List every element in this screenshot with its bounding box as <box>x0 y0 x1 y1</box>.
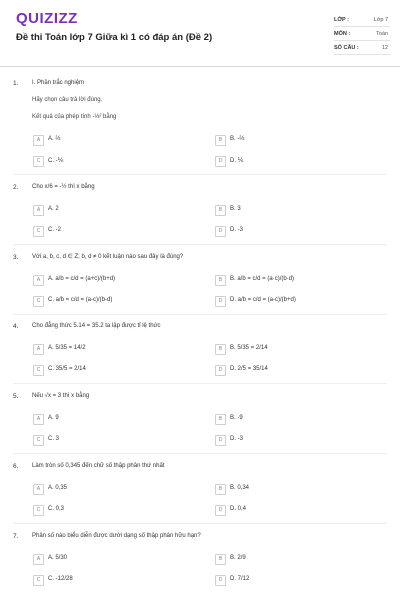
option-d[interactable] <box>215 226 375 238</box>
option-letter: C <box>33 156 44 167</box>
divider <box>13 523 387 524</box>
option-c[interactable] <box>33 296 193 308</box>
option-letter: B <box>215 554 226 565</box>
question-stem: Cho x/6 = -½ thì x bằng <box>32 184 95 190</box>
option-d[interactable] <box>215 156 375 168</box>
option-letter: A <box>33 344 44 355</box>
question-prompt: Kết quả của phép tính -⅓² bằng <box>32 114 117 120</box>
worksheet-header <box>0 0 400 67</box>
option-d[interactable] <box>215 575 375 587</box>
question-number: 6. <box>13 463 19 470</box>
meta-value: Lớp 7 <box>373 17 388 23</box>
quizizz-logo: QUIZIZZ <box>16 10 78 27</box>
option-c[interactable] <box>33 435 193 447</box>
option-b[interactable] <box>215 484 375 496</box>
option-text: A. ⅔ <box>48 136 61 142</box>
option-d[interactable] <box>215 435 375 447</box>
divider <box>13 314 387 315</box>
divider <box>13 174 387 175</box>
option-letter: A <box>33 414 44 425</box>
option-text: B. a/b = c/d = (a·c)/(b·d) <box>230 276 295 282</box>
divider <box>13 244 387 245</box>
option-letter: A <box>33 554 44 565</box>
option-letter: D <box>215 435 226 446</box>
option-letter: C <box>33 296 44 307</box>
option-letter: B <box>215 205 226 216</box>
option-c[interactable] <box>33 156 193 168</box>
option-letter: D <box>215 156 226 167</box>
option-b[interactable] <box>215 275 375 287</box>
option-text: B. 5/35 = 2/14 <box>230 345 268 351</box>
question-instruction: Hãy chọn câu trả lời đúng. <box>32 97 103 103</box>
option-letter: B <box>215 275 226 286</box>
option-text: B. -⅔ <box>230 136 245 142</box>
option-text: C. -12/28 <box>48 576 73 582</box>
option-c[interactable] <box>33 505 193 517</box>
meta-label: LỚP : <box>334 17 349 23</box>
option-b[interactable] <box>215 135 375 147</box>
option-text: D. ⅙ <box>230 158 244 164</box>
divider <box>13 453 387 454</box>
option-text: B. 3 <box>230 206 241 212</box>
option-text: C. a/b = c/d = (a-c)/(b-d) <box>48 297 113 303</box>
option-text: B. -9 <box>230 415 243 421</box>
option-text: D. a/b = c/d = (a-c)/(b+d) <box>230 297 296 303</box>
option-text: A. 9 <box>48 415 59 421</box>
option-b[interactable] <box>215 414 375 426</box>
option-letter: A <box>33 275 44 286</box>
question-number: 3. <box>13 254 19 261</box>
option-letter: B <box>215 484 226 495</box>
option-text: C. 3 <box>48 436 60 442</box>
option-a[interactable] <box>33 554 193 566</box>
option-letter: D <box>215 296 226 307</box>
option-text: A. 0,35 <box>48 485 68 491</box>
option-a[interactable] <box>33 135 193 147</box>
meta-row-class <box>334 14 390 27</box>
option-letter: A <box>33 135 44 146</box>
option-letter: C <box>33 226 44 237</box>
option-text: D. 0,4 <box>230 506 247 512</box>
meta-label: SỐ CÂU : <box>334 45 359 51</box>
option-b[interactable] <box>215 554 375 566</box>
option-text: A. a/b = c/d = (a+c)/(b+d) <box>48 276 116 282</box>
option-letter: A <box>33 205 44 216</box>
option-letter: C <box>33 435 44 446</box>
page-title: Đề thi Toán lớp 7 Giữa kì 1 có đáp án (Đề 2) <box>16 32 213 43</box>
question-stem: Với a, b, c, d ∈ Z; b, d ≠ 0 kết luận nào sau đây là đúng? <box>32 254 184 260</box>
option-letter: C <box>33 505 44 516</box>
option-text: C. -2 <box>48 227 62 233</box>
option-letter: B <box>215 135 226 146</box>
divider <box>13 383 387 384</box>
option-letter: D <box>215 505 226 516</box>
option-text: C. -⅙ <box>48 158 64 164</box>
option-text: C. 35/5 = 2/14 <box>48 366 86 372</box>
option-letter: B <box>215 414 226 425</box>
option-letter: A <box>33 484 44 495</box>
meta-value: Toán <box>376 31 388 37</box>
option-letter: B <box>215 344 226 355</box>
option-letter: D <box>215 365 226 376</box>
option-letter: D <box>215 575 226 586</box>
option-text: A. 2 <box>48 206 59 212</box>
question-stem: Nếu √x = 3 thì x bằng <box>32 393 90 399</box>
option-d[interactable] <box>215 296 375 308</box>
question-stem: Cho đẳng thức 5.14 = 35.2 ta lập được tỉ lệ thức <box>32 323 161 329</box>
option-b[interactable] <box>215 205 375 217</box>
option-a[interactable] <box>33 205 193 217</box>
question-number: 2. <box>13 184 19 191</box>
meta-value: 12 <box>381 45 388 51</box>
option-d[interactable] <box>215 505 375 517</box>
question-number: 1. <box>13 80 19 87</box>
meta-label: MÔN : <box>334 31 351 37</box>
option-a[interactable] <box>33 414 193 426</box>
option-c[interactable] <box>33 365 193 377</box>
meta-row-subject <box>334 28 390 41</box>
question-stem: I. Phần trắc nghiệm <box>32 80 85 86</box>
option-a[interactable] <box>33 344 193 356</box>
option-text: B. 0,34 <box>230 485 250 491</box>
meta-row-count <box>334 42 390 55</box>
option-a[interactable] <box>33 275 193 287</box>
question-number: 4. <box>13 323 19 330</box>
option-c[interactable] <box>33 226 193 238</box>
option-text: D. -3 <box>230 436 244 442</box>
option-text: A. 5/30 <box>48 555 68 561</box>
question-number: 7. <box>13 533 19 540</box>
question-stem: Làm tròn số 0,345 đến chữ số thập phân thứ nhất <box>32 463 165 469</box>
option-letter: C <box>33 365 44 376</box>
option-c[interactable] <box>33 575 193 587</box>
option-text: C. 0,3 <box>48 506 65 512</box>
option-b[interactable] <box>215 344 375 356</box>
option-text: D. -3 <box>230 227 244 233</box>
option-text: A. 5/35 = 14/2 <box>48 345 86 351</box>
question-stem: Phân số nào biểu diễn được dưới dạng số thập phân hữu hạn? <box>32 533 201 539</box>
question-number: 5. <box>13 393 19 400</box>
option-text: B. 2/9 <box>230 555 246 561</box>
option-a[interactable] <box>33 484 193 496</box>
option-text: D. 2/5 = 35/14 <box>230 366 268 372</box>
option-letter: C <box>33 575 44 586</box>
option-d[interactable] <box>215 365 375 377</box>
option-text: D. 7/12 <box>230 576 250 582</box>
option-letter: D <box>215 226 226 237</box>
